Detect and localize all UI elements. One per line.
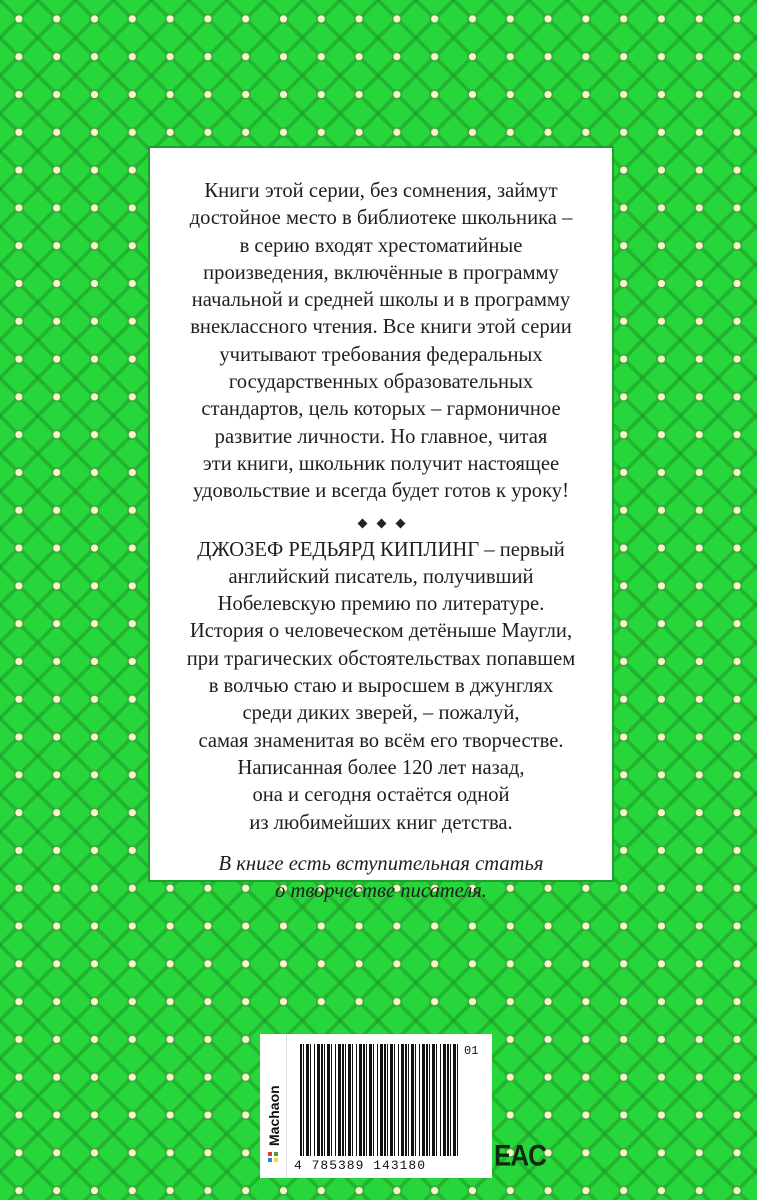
barcode-bars: [300, 1044, 460, 1156]
barcode-addon: 01: [464, 1044, 479, 1058]
publisher-strip: [260, 1034, 287, 1178]
eac-conformity-mark: EAC: [494, 1137, 546, 1173]
series-description: Книги этой серии, без сомнения, займут достойное место в библиотеке школьника – в серию входят хрестоматийные произведения, включённые в программу начальной и средней школы и в программу внеклассного чтения. Все книги этой серии учитывают требования федеральных государственных образовательных стандартов, цель которых – гармоничное развитие личности. Но главное, читая эти книги, школьник получит настоящее удовольствие и всегда будет готов к уроку!: [189, 180, 573, 503]
barcode-box: [260, 1034, 492, 1178]
diamond-icon: [395, 518, 405, 528]
diamond-icon: [357, 518, 367, 528]
barcode-number: 4 785389 143180: [294, 1158, 427, 1173]
intro-article-note: В книге есть вступительная статья о творчестве писателя.: [218, 852, 544, 903]
diamond-divider: [172, 520, 590, 527]
diamond-icon: [376, 518, 386, 528]
publisher-logo-icon: [268, 1152, 278, 1162]
publisher-logo-text: Machaon: [266, 1085, 282, 1146]
description-panel: [150, 148, 612, 903]
author-description: ДЖОЗЕФ РЕДЬЯРД КИПЛИНГ – первый английский писатель, получивший Нобелевскую премию по литературе. История о человеческом детёныше Маугли, при трагических обстоятельствах попавшем в волчью стаю и выросшем в джунглях среди диких зверей, – пожалуй, самая знаменитая во всём его творчестве. Написанная более 120 лет назад, она и сегодня остаётся одной из любимейших книг детства.: [186, 538, 576, 834]
